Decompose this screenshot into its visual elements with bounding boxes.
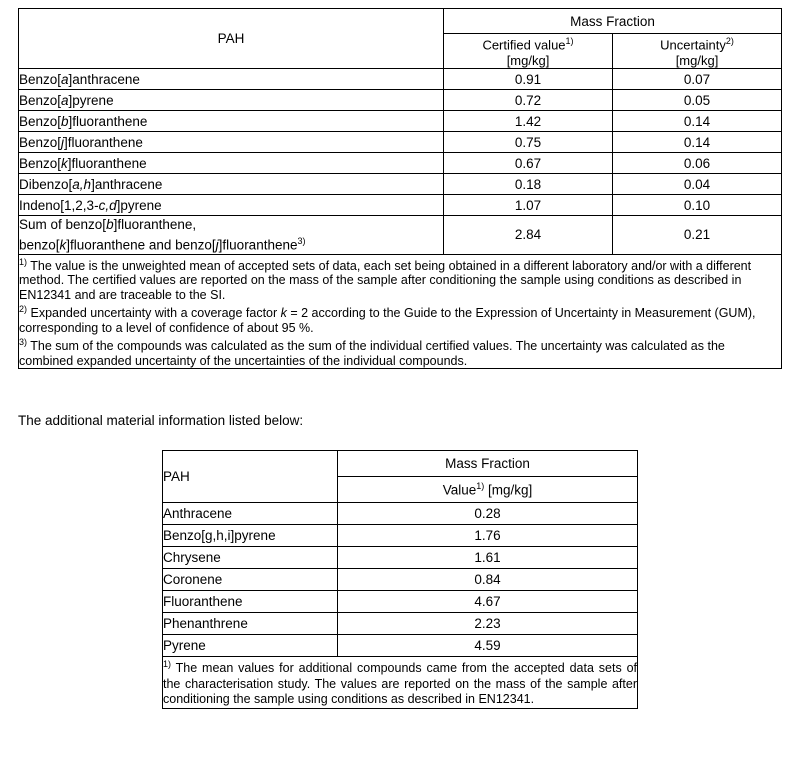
compound-name-post: ]pyrene: [116, 197, 162, 213]
table-row: [19, 195, 782, 216]
table-row: [163, 613, 638, 635]
compound-name-post: ]fluoranthene: [67, 155, 147, 171]
certified-value: 0.72: [444, 90, 613, 111]
header-pah: PAH: [163, 451, 338, 503]
compound-name-post: ]fluoranthene: [64, 134, 143, 150]
compound-name-post: ]fluoranthene: [68, 113, 148, 129]
uncertainty-value: 0.04: [613, 174, 782, 195]
footnote-3-superscript: 3): [19, 337, 28, 348]
certified-value: 0.75: [444, 132, 613, 153]
compound-name-post: ]pyrene: [68, 92, 114, 108]
table-row: [19, 90, 782, 111]
compound-name-pre: Benzo[: [19, 155, 62, 171]
compound-name: [19, 69, 444, 90]
header-pah: PAH: [19, 9, 444, 69]
sum-line2-post: ]fluoranthene: [218, 237, 298, 253]
uncertainty-value: 0.14: [613, 132, 782, 153]
table-footnotes-row: [19, 254, 782, 369]
compound-name-pre: Benzo[: [19, 71, 62, 87]
table-row-sum: [19, 216, 782, 255]
compound-name-italic: b: [61, 113, 69, 129]
table-row: [163, 547, 638, 569]
compound-name: Pyrene: [163, 635, 338, 657]
compound-name-italic: a,h: [72, 176, 92, 192]
compound-name: Fluoranthene: [163, 591, 338, 613]
table2-header-row: [163, 451, 638, 477]
header-mass-fraction: Mass Fraction: [338, 451, 638, 477]
table-header-row: [19, 9, 782, 34]
uncertainty-value: 0.07: [613, 69, 782, 90]
header-certified-value-unit: [mg/kg]: [506, 52, 550, 68]
footnote-2-italic: k: [280, 306, 287, 321]
header-value-unit: [mg/kg]: [484, 482, 533, 498]
footnote-2-post: = 2 according to the Guide to the Expression of Uncertainty in Measurement (GUM), corresponding to a level of confidence of about 95 %.: [19, 306, 756, 335]
compound-name-pre: Dibenzo[: [19, 176, 73, 192]
header-certified-value: [444, 34, 613, 69]
footnote-1-text: The value is the unweighted mean of accepted sets of data, each set being obtained in a different laboratory and/or with a different method. The certified values are reported on the mass of the sample after conditioning the sample using conditions as described in EN12341 and are traceable to the SI.: [19, 258, 752, 302]
compound-name-italic: c,d: [98, 197, 117, 213]
compound-value: 0.28: [338, 503, 638, 525]
certified-value: 1.42: [444, 111, 613, 132]
header-mass-fraction: Mass Fraction: [444, 9, 782, 34]
header-uncertainty-label: Uncertainty: [660, 37, 726, 53]
header-value-superscript: 1): [476, 481, 485, 492]
compound-name-pre: Benzo[: [19, 134, 62, 150]
compound-value: 2.23: [338, 613, 638, 635]
compound-name: [19, 153, 444, 174]
additional-values-table: [162, 450, 638, 709]
compound-name: Benzo[g,h,i]pyrene: [163, 525, 338, 547]
table-row: [163, 569, 638, 591]
certified-value: 0.67: [444, 153, 613, 174]
uncertainty-value: 0.05: [613, 90, 782, 111]
footnote-2-superscript: 2): [19, 304, 28, 315]
footnote-3-text: The sum of the compounds was calculated as the sum of the individual certified values. The uncertainty was calculated as the combined expanded uncertainty of the uncertainties of the individual compounds.: [19, 339, 725, 368]
sum-line2-italic: k: [59, 237, 67, 253]
table-row: [19, 174, 782, 195]
sum-line2-pre: benzo[: [19, 237, 60, 253]
certified-value: 0.91: [444, 69, 613, 90]
table-row: [163, 591, 638, 613]
header-uncertainty-unit: [mg/kg]: [675, 52, 719, 68]
table-row: [163, 525, 638, 547]
table-row: [19, 69, 782, 90]
compound-name: [19, 90, 444, 111]
compound-name: Chrysene: [163, 547, 338, 569]
table-row: [163, 503, 638, 525]
compound-value: 1.61: [338, 547, 638, 569]
uncertainty-value: 0.06: [613, 153, 782, 174]
footnote-2-pre: Expanded uncertainty with a coverage factor: [27, 306, 281, 321]
compound-name: [19, 132, 444, 153]
sum-line1-italic: b: [106, 217, 114, 232]
compound-name: Phenanthrene: [163, 613, 338, 635]
compound-name-italic: k: [61, 155, 68, 171]
compound-name: [19, 195, 444, 216]
compound-value: 1.76: [338, 525, 638, 547]
sum-line2-italic2: j: [215, 237, 219, 253]
header-value: [338, 477, 638, 503]
sum-line1-pre: Sum of benzo[: [19, 217, 107, 232]
header-uncertainty: [613, 34, 782, 69]
certified-value: 0.18: [444, 174, 613, 195]
compound-value: 4.67: [338, 591, 638, 613]
footnote-1-superscript: 1): [19, 256, 28, 267]
compound-name-post: ]anthracene: [91, 176, 163, 192]
compound-value: 0.84: [338, 569, 638, 591]
compound-name: [19, 174, 444, 195]
compound-name-post: ]anthracene: [68, 71, 140, 87]
table1-footnotes: [19, 254, 782, 369]
uncertainty-value: 0.14: [613, 111, 782, 132]
sum-line2-mid: ]fluoranthene and benzo[: [66, 237, 216, 253]
additional-material-paragraph: The additional material information listed below:: [18, 413, 304, 428]
table-row: [19, 132, 782, 153]
table2-footnote: [163, 657, 638, 709]
header-value-label: Value: [442, 482, 477, 498]
footnote-3: [19, 335, 781, 368]
compound-name-pre: Benzo[: [19, 113, 62, 129]
compound-name-pre: Benzo[: [19, 92, 62, 108]
footnote-1-text: The mean values for additional compounds came from the accepted data sets of the characterisation study. The values are reported on the mass of the sample after conditioning the sample using conditions as described in EN12341.: [163, 661, 637, 707]
header-uncertainty-superscript: 2): [725, 36, 734, 47]
sum-line2-superscript: 3): [297, 236, 306, 246]
footnote-1: [163, 657, 637, 708]
table-row: [163, 635, 638, 657]
header-certified-value-label: Certified value: [482, 37, 566, 53]
table-row: [19, 153, 782, 174]
compound-name-italic: j: [61, 134, 65, 150]
compound-value: 4.59: [338, 635, 638, 657]
table-row: [19, 111, 782, 132]
compound-name: Coronene: [163, 569, 338, 591]
sum-line1-post: ]fluoranthene,: [113, 217, 197, 232]
footnote-1: [19, 255, 781, 303]
compound-name: Anthracene: [163, 503, 338, 525]
table2-footnote-row: [163, 657, 638, 709]
certified-value: 2.84: [444, 216, 613, 255]
compound-name: [19, 111, 444, 132]
footnote-2: [19, 302, 781, 335]
certified-values-table: [18, 8, 782, 369]
footnote-1-superscript: 1): [163, 659, 172, 669]
compound-name-sum: [19, 216, 444, 255]
compound-name-italic: a: [61, 92, 69, 108]
uncertainty-value: 0.10: [613, 195, 782, 216]
uncertainty-value: 0.21: [613, 216, 782, 255]
header-certified-value-superscript: 1): [565, 36, 574, 47]
compound-name-pre: Indeno[1,2,3-: [19, 197, 99, 213]
compound-name-italic: a: [61, 71, 69, 87]
certified-value: 1.07: [444, 195, 613, 216]
